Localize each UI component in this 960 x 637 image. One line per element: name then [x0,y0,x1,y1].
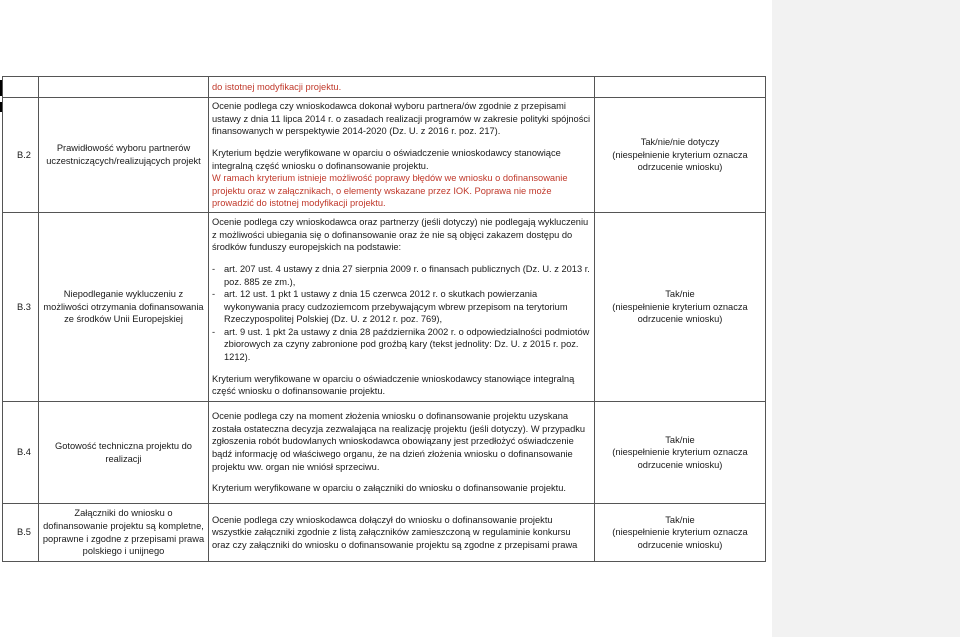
table-row [3,77,766,98]
evaluation-method [595,504,766,562]
evaluation-method [595,402,766,504]
criterion-description [209,402,595,504]
list-item: - art. 9 ust. 1 pkt 2a ustawy z dnia 28 października 2002 r. o odpowiedzialności podmiotów zbiorowych za czyny zabronione pod groźbą kary (tekst jednolity: Dz. U. z 2015 r. poz. 1212). [212,326,591,364]
description-text: Ocenie podlega czy wnioskodawca dokonał wyboru partnera/ów zgodnie z przepisami ustawy z dnia 11 lipca 2014 r. o zasadach realizacji programów w zakresie polityki spójności finansowanych w perspektywie 2014-2020 (Dz. U. z 2016 r. poz. 217). [212,101,591,137]
criterion-description [209,504,595,562]
criterion-name: Załączniki do wniosku o dofinansowanie projektu są kompletne, poprawne i zgodne z przepisami prawa polskiego i unijnego [39,504,209,562]
list-item: - art. 207 ust. 4 ustawy z dnia 27 sierpnia 2009 r. o finansach publicznych (Dz. U. z 2013 r. poz. 885 ze zm.), [212,263,591,288]
legal-basis-list [212,263,591,364]
correction-note: W ramach kryterium istnieje możliwość poprawy błędów we wniosku o dofinansowanie projektu oraz w załącznikach, o elementy wskazane przez IOK. Poprawa nie może prowadzić do istotnej modyfikacji projektu. [212,173,568,209]
table-row [3,504,766,562]
evaluation-options: Tak/nie/nie dotyczy [640,137,720,148]
criterion-name: Prawidłowość wyboru partnerów uczestniczących/realizujących projekt [39,98,209,213]
evaluation-note: (niespełnienie kryterium oznacza odrzucenie wniosku) [612,149,748,173]
description-text: Ocenie podlega czy na moment złożenia wniosku o dofinansowanie projektu uzyskana została ostateczna decyzja zezwalająca na realizację projektu (jeśli dotyczy). W przypadku zgłoszenia robót budowlanych wnioskodawca obowiązany jest przedłożyć oświadczenie bądź informację od właściwego organu, że na dzień złożenia wniosku o dofinansowanie projektu ww. organ nie wniósł sprzeciwu. [212,411,586,472]
criteria-table [2,76,766,562]
evaluation-options: Tak/nie [665,289,695,300]
evaluation-note: (niespełnienie kryterium oznacza odrzucenie wniosku) [612,447,748,470]
description-text: Kryterium weryfikowane w oparciu o oświadczenie wnioskodawcy stanowiące integralną część wniosku o dofinansowanie projektu. [212,373,575,397]
criterion-id: B.2 [3,98,39,213]
criterion-name: Gotowość techniczna projektu do realizacji [39,402,209,504]
criterion-id: B.5 [3,504,39,562]
evaluation-options: Tak/nie [665,434,695,445]
evaluation-method [595,98,766,213]
evaluation-method [595,213,766,402]
comment-sidebar [772,0,960,637]
description-text: Kryterium weryfikowane w oparciu o załączniki do wniosku o dofinansowanie projektu. [212,483,566,494]
table-row [3,402,766,504]
criterion-description [209,98,595,213]
table-row [3,98,766,213]
continuation-note: do istotnej modyfikacji projektu. [209,77,595,98]
list-item: - art. 12 ust. 1 pkt 1 ustawy z dnia 15 czerwca 2012 r. o skutkach powierzania wykonywania pracy cudzoziemcom przebywającym wbrew przepisom na terytorium Rzeczypospolitej Polskiej (Dz. U. z 2012 r. poz. 769), [212,288,591,326]
description-text: Ocenie podlega czy wnioskodawca dołączył do wniosku o dofinansowanie projektu wszystkie załączniki zgodnie z listą załączników zamieszczoną w regulaminie konkursu oraz czy załączniki do wniosku o dofinansowanie projektu są zgodne z przepisami prawa [212,514,578,550]
criterion-name: Niepodleganie wykluczeniu z możliwości otrzymania dofinansowania ze środków Unii Europejskiej [39,213,209,402]
evaluation-options: Tak/nie [665,514,695,525]
criterion-id: B.4 [3,402,39,504]
evaluation-note: (niespełnienie kryterium oznacza odrzucenie wniosku) [612,527,748,550]
table-row [3,213,766,402]
description-text: Ocenie podlega czy wnioskodawca oraz partnerzy (jeśli dotyczy) nie podlegają wykluczeniu z możliwości ubiegania się o dofinansowanie oraz że nie są objęci zakazem dostępu do środków funduszy europejskich na podstawie: [212,217,589,253]
criterion-description [209,213,595,402]
evaluation-note: (niespełnienie kryterium oznacza odrzucenie wniosku) [612,301,748,325]
criterion-id: B.3 [3,213,39,402]
description-text: Kryterium będzie weryfikowane w oparciu o oświadczenie wnioskodawcy stanowiące integralną część wniosku o dofinansowanie projektu. [212,147,561,171]
